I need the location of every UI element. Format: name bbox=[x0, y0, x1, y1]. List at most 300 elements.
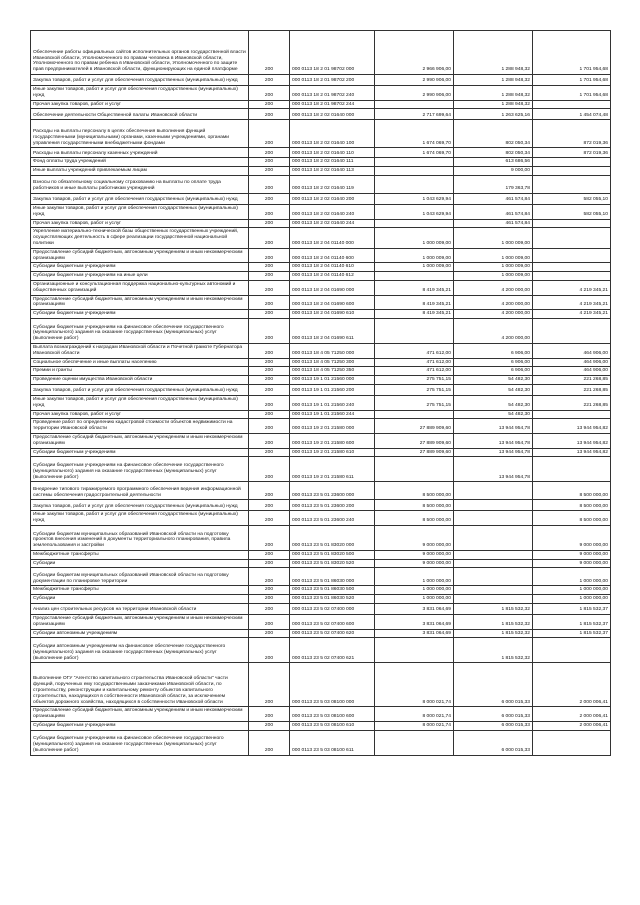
row-executed-amount: 4 200 000,00 bbox=[454, 280, 533, 295]
row-executed-amount: 613 686,56 bbox=[454, 158, 533, 167]
row-name: Иные закупки товаров, работ и услуг для обеспечения государственных (муниципальных) нужд bbox=[31, 204, 249, 219]
row-unexecuted-amount: 8 500 000,00 bbox=[533, 511, 611, 526]
row-name: Обеспечение деятельности Общественной палаты Ивановской области bbox=[31, 109, 249, 120]
row-kbk-code: 000 0113 23 5 01 86030 000 bbox=[290, 568, 375, 586]
table-row bbox=[31, 204, 611, 219]
row-approved-amount bbox=[375, 219, 454, 228]
row-kbk-code: 000 0113 18 2 02 01640 119 bbox=[290, 175, 375, 193]
row-unexecuted-amount: 1 815 532,37 bbox=[533, 604, 611, 615]
row-name: Закупка товаров, работ и услуг для обеспечения государственных (муниципальных) нужд bbox=[31, 384, 249, 395]
row-executed-amount: 54 482,30 bbox=[454, 384, 533, 395]
row-executed-amount: 54 482,30 bbox=[454, 410, 533, 419]
row-approved-amount bbox=[375, 638, 454, 663]
row-kbk-code: 000 0113 18 4 05 71250 350 bbox=[290, 367, 375, 376]
row-kbk-code: 000 0113 23 5 02 07400 600 bbox=[290, 615, 375, 630]
row-approved-amount: 1 000 009,00 bbox=[375, 228, 454, 248]
row-name: Субсидии бюджетным учреждениям на финансовое обеспечение государственного (муниципального) задания на оказание государственных (муниципальных) услуг (выполнение работ) bbox=[31, 318, 249, 343]
row-name: Межбюджетные трансферты bbox=[31, 586, 249, 595]
row-approved-amount: 27 889 909,60 bbox=[375, 419, 454, 434]
table-row bbox=[31, 263, 611, 272]
row-code: 200 bbox=[249, 722, 290, 731]
row-executed-amount: 13 944 954,78 bbox=[454, 419, 533, 434]
row-code: 200 bbox=[249, 263, 290, 272]
row-unexecuted-amount: 582 055,10 bbox=[533, 204, 611, 219]
row-code: 200 bbox=[249, 707, 290, 722]
row-kbk-code: 000 0113 23 5 03 08100 000 bbox=[290, 663, 375, 707]
row-executed-amount: 6 906,00 bbox=[454, 367, 533, 376]
row-executed-amount: 6 000 015,33 bbox=[454, 707, 533, 722]
row-approved-amount: 9 000 000,00 bbox=[375, 559, 454, 568]
row-name: Организационные и консультационная поддержка национально-культурных автономий и общественных организаций bbox=[31, 280, 249, 295]
row-kbk-code: 000 0113 18 2 04 01690 611 bbox=[290, 318, 375, 343]
row-executed-amount bbox=[454, 550, 533, 559]
row-kbk-code: 000 0113 23 5 02 07400 621 bbox=[290, 638, 375, 663]
budget-rows bbox=[31, 31, 611, 756]
row-kbk-code: 000 0113 23 5 02 07400 000 bbox=[290, 604, 375, 615]
row-code: 200 bbox=[249, 433, 290, 448]
row-code: 200 bbox=[249, 559, 290, 568]
row-name: Проведение оценки имущества Ивановской области bbox=[31, 376, 249, 385]
row-executed-amount: 6 000 015,33 bbox=[454, 663, 533, 707]
row-kbk-code: 000 0113 19 2 01 21580 600 bbox=[290, 433, 375, 448]
row-name: Субсидии автономным учреждениям на финансовое обеспечение государственного (муниципального) задания на оказание государственных (муниципальных) услуг (выполнение работ) bbox=[31, 638, 249, 663]
row-unexecuted-amount: 4 219 345,21 bbox=[533, 310, 611, 319]
row-code: 200 bbox=[249, 248, 290, 263]
row-unexecuted-amount: 9 000 000,00 bbox=[533, 559, 611, 568]
table-row bbox=[31, 511, 611, 526]
row-unexecuted-amount: 1 454 074,48 bbox=[533, 109, 611, 120]
row-approved-amount: 1 000 000,00 bbox=[375, 586, 454, 595]
row-name: Расходы на выплаты персоналу в целях обеспечения выполнения функций государственными (муниципальными) органами, казенными учреждениями, органами управления государственными внебюджетными фондами bbox=[31, 120, 249, 148]
row-code: 200 bbox=[249, 193, 290, 204]
row-name: Закупка товаров, работ и услуг для обеспечения государственных (муниципальных) нужд bbox=[31, 500, 249, 511]
row-unexecuted-amount: 1 000 000,00 bbox=[533, 568, 611, 586]
row-kbk-code: 000 0113 18 2 02 01640 200 bbox=[290, 193, 375, 204]
row-approved-amount: 1 000 000,00 bbox=[375, 595, 454, 604]
table-row bbox=[31, 663, 611, 707]
row-unexecuted-amount: 4 219 345,21 bbox=[533, 295, 611, 310]
row-executed-amount: 1 815 532,32 bbox=[454, 615, 533, 630]
table-row bbox=[31, 707, 611, 722]
row-kbk-code: 000 0113 18 2 02 01640 244 bbox=[290, 219, 375, 228]
row-executed-amount: 6 000 015,33 bbox=[454, 730, 533, 755]
row-name: Предоставление субсидий бюджетным, автономным учреждениям и иным некоммерческим организациям bbox=[31, 615, 249, 630]
budget-report-sheet bbox=[30, 30, 610, 756]
row-unexecuted-amount: 9 000 000,00 bbox=[533, 525, 611, 550]
row-name: Иные закупки товаров, работ и услуг для обеспечения государственных (муниципальных) нужд bbox=[31, 511, 249, 526]
row-executed-amount: 1 000 009,00 bbox=[454, 228, 533, 248]
row-approved-amount: 471 612,00 bbox=[375, 367, 454, 376]
row-unexecuted-amount: 1 701 954,68 bbox=[533, 31, 611, 75]
row-kbk-code: 000 0113 19 2 01 21580 610 bbox=[290, 448, 375, 457]
row-executed-amount: 1 815 532,32 bbox=[454, 629, 533, 638]
row-code: 200 bbox=[249, 75, 290, 86]
row-unexecuted-amount bbox=[533, 100, 611, 109]
row-code: 200 bbox=[249, 525, 290, 550]
row-code: 200 bbox=[249, 638, 290, 663]
table-row bbox=[31, 280, 611, 295]
row-executed-amount bbox=[454, 586, 533, 595]
row-executed-amount: 9 000,00 bbox=[454, 167, 533, 176]
row-unexecuted-amount: 2 000 006,41 bbox=[533, 707, 611, 722]
row-approved-amount: 275 751,15 bbox=[375, 384, 454, 395]
row-approved-amount: 1 674 069,70 bbox=[375, 148, 454, 158]
row-executed-amount bbox=[454, 559, 533, 568]
table-row bbox=[31, 272, 611, 281]
row-approved-amount: 8 000 021,74 bbox=[375, 663, 454, 707]
row-name: Субсидии автономным учреждениям bbox=[31, 629, 249, 638]
row-executed-amount: 4 200 000,00 bbox=[454, 295, 533, 310]
row-approved-amount: 471 612,00 bbox=[375, 343, 454, 358]
row-unexecuted-amount: 2 000 006,41 bbox=[533, 722, 611, 731]
row-approved-amount: 471 612,00 bbox=[375, 358, 454, 367]
row-approved-amount bbox=[375, 158, 454, 167]
row-approved-amount: 9 000 000,00 bbox=[375, 525, 454, 550]
row-kbk-code: 000 0113 23 5 03 08100 611 bbox=[290, 730, 375, 755]
row-kbk-code: 000 0113 23 5 03 08100 600 bbox=[290, 707, 375, 722]
row-kbk-code: 000 0113 19 1 01 21560 244 bbox=[290, 410, 375, 419]
row-executed-amount: 4 200 000,00 bbox=[454, 318, 533, 343]
table-row bbox=[31, 722, 611, 731]
row-executed-amount: 1 288 948,32 bbox=[454, 100, 533, 109]
row-code: 200 bbox=[249, 148, 290, 158]
row-executed-amount: 1 288 948,32 bbox=[454, 86, 533, 101]
row-approved-amount bbox=[375, 318, 454, 343]
row-name: Взносы по обязательному социальному страхованию на выплаты по оплате труда работников и иные выплаты работникам учреждений bbox=[31, 175, 249, 193]
table-row bbox=[31, 109, 611, 120]
table-row bbox=[31, 550, 611, 559]
table-row bbox=[31, 158, 611, 167]
row-executed-amount: 54 482,30 bbox=[454, 395, 533, 410]
row-name: Иные выплаты учреждений привлекаемым лицам bbox=[31, 167, 249, 176]
row-executed-amount: 461 574,84 bbox=[454, 193, 533, 204]
row-unexecuted-amount bbox=[533, 228, 611, 248]
row-kbk-code: 000 0113 19 1 01 21560 200 bbox=[290, 384, 375, 395]
row-approved-amount: 275 751,15 bbox=[375, 376, 454, 385]
row-approved-amount: 3 831 064,69 bbox=[375, 615, 454, 630]
row-unexecuted-amount: 221 268,85 bbox=[533, 384, 611, 395]
table-row bbox=[31, 586, 611, 595]
row-code: 200 bbox=[249, 410, 290, 419]
row-approved-amount: 8 000 021,74 bbox=[375, 707, 454, 722]
row-executed-amount bbox=[454, 595, 533, 604]
table-row bbox=[31, 384, 611, 395]
row-kbk-code: 000 0113 18 2 02 01640 240 bbox=[290, 204, 375, 219]
row-code: 200 bbox=[249, 511, 290, 526]
row-code: 200 bbox=[249, 167, 290, 176]
row-unexecuted-amount bbox=[533, 318, 611, 343]
table-row bbox=[31, 604, 611, 615]
table-row bbox=[31, 595, 611, 604]
table-row bbox=[31, 248, 611, 263]
row-kbk-code: 000 0113 23 5 01 83020 000 bbox=[290, 525, 375, 550]
row-code: 200 bbox=[249, 586, 290, 595]
row-executed-amount: 1 000 009,00 bbox=[454, 272, 533, 281]
row-code: 200 bbox=[249, 310, 290, 319]
row-unexecuted-amount: 13 944 954,82 bbox=[533, 419, 611, 434]
table-row bbox=[31, 615, 611, 630]
row-unexecuted-amount bbox=[533, 158, 611, 167]
row-kbk-code: 000 0113 19 2 01 21580 000 bbox=[290, 419, 375, 434]
row-name: Выполнение ОГУ "Агентство капитального строительства Ивановской области" части функций, порученных ему государственными заказчиками Ивановской области, по строительству, реконструкции и капитальному ремонту объектов капитального строительства, находящихся в собственности Ивановской области, за исключением объектов дорожного хозяйства, находящихся в собственности Ивановской области bbox=[31, 663, 249, 707]
table-row bbox=[31, 193, 611, 204]
row-unexecuted-amount bbox=[533, 219, 611, 228]
row-code: 200 bbox=[249, 457, 290, 482]
row-kbk-code: 000 0113 18 2 04 01140 612 bbox=[290, 272, 375, 281]
row-name: Субсидии бюджетным учреждениям на иные цели bbox=[31, 272, 249, 281]
row-code: 200 bbox=[249, 86, 290, 101]
row-code: 200 bbox=[249, 384, 290, 395]
row-executed-amount: 1 815 532,32 bbox=[454, 638, 533, 663]
row-unexecuted-amount: 464 906,00 bbox=[533, 343, 611, 358]
table-row bbox=[31, 457, 611, 482]
row-name: Субсидии бюджетным учреждениям bbox=[31, 263, 249, 272]
row-approved-amount: 1 043 629,94 bbox=[375, 193, 454, 204]
row-code: 200 bbox=[249, 367, 290, 376]
row-executed-amount: 6 906,00 bbox=[454, 343, 533, 358]
row-executed-amount: 1 288 948,32 bbox=[454, 31, 533, 75]
row-code: 200 bbox=[249, 343, 290, 358]
row-name: Выплата вознаграждений к наградам Ивановской области и Почетной грамоте Губернатора Ивановской области bbox=[31, 343, 249, 358]
row-approved-amount bbox=[375, 272, 454, 281]
row-approved-amount: 2 966 906,00 bbox=[375, 31, 454, 75]
row-executed-amount: 1 815 532,32 bbox=[454, 604, 533, 615]
row-code: 200 bbox=[249, 228, 290, 248]
row-kbk-code: 000 0113 23 5 03 08100 610 bbox=[290, 722, 375, 731]
row-kbk-code: 000 0113 18 2 04 01140 000 bbox=[290, 228, 375, 248]
row-approved-amount: 8 500 000,00 bbox=[375, 482, 454, 500]
row-code: 200 bbox=[249, 448, 290, 457]
row-approved-amount: 8 000 021,74 bbox=[375, 722, 454, 731]
row-name: Иные закупки товаров, работ и услуг для обеспечения государственных (муниципальных) нужд bbox=[31, 395, 249, 410]
row-approved-amount: 8 500 000,00 bbox=[375, 500, 454, 511]
row-name: Межбюджетные трансферты bbox=[31, 550, 249, 559]
row-kbk-code: 000 0113 23 5 01 23600 240 bbox=[290, 511, 375, 526]
row-unexecuted-amount bbox=[533, 457, 611, 482]
row-name: Расходы на выплаты персоналу казенных учреждений bbox=[31, 148, 249, 158]
row-approved-amount: 8 419 345,21 bbox=[375, 280, 454, 295]
row-unexecuted-amount bbox=[533, 167, 611, 176]
row-code: 200 bbox=[249, 595, 290, 604]
table-row bbox=[31, 148, 611, 158]
row-executed-amount: 4 200 000,00 bbox=[454, 310, 533, 319]
row-name: Иные закупки товаров, работ и услуг для обеспечения государственных (муниципальных) нужд bbox=[31, 86, 249, 101]
row-name: Закупка товаров, работ и услуг для обеспечения государственных (муниципальных) нужд bbox=[31, 75, 249, 86]
row-unexecuted-amount: 1 000 000,00 bbox=[533, 595, 611, 604]
row-kbk-code: 000 0113 18 2 02 01640 000 bbox=[290, 109, 375, 120]
table-row bbox=[31, 525, 611, 550]
row-unexecuted-amount: 13 944 954,82 bbox=[533, 433, 611, 448]
row-executed-amount: 179 363,78 bbox=[454, 175, 533, 193]
table-row bbox=[31, 638, 611, 663]
row-code: 200 bbox=[249, 295, 290, 310]
row-name: Субсидии bbox=[31, 559, 249, 568]
row-unexecuted-amount: 1 701 954,68 bbox=[533, 86, 611, 101]
row-code: 200 bbox=[249, 395, 290, 410]
row-code: 200 bbox=[249, 175, 290, 193]
row-executed-amount: 461 574,84 bbox=[454, 219, 533, 228]
row-name: Субсидии бюджетам муниципальных образований Ивановской области на подготовку проектов внесения изменений в документы территориального планирования, правила землепользования и застройки bbox=[31, 525, 249, 550]
row-kbk-code: 000 0113 19 2 01 21580 611 bbox=[290, 457, 375, 482]
row-approved-amount: 9 000 000,00 bbox=[375, 550, 454, 559]
row-unexecuted-amount: 2 000 006,41 bbox=[533, 663, 611, 707]
row-name: Субсидии бюджетам муниципальных образований Ивановской области на подготовку документации по планировке территории bbox=[31, 568, 249, 586]
table-row bbox=[31, 568, 611, 586]
row-approved-amount: 8 419 345,21 bbox=[375, 295, 454, 310]
row-approved-amount bbox=[375, 175, 454, 193]
table-row bbox=[31, 500, 611, 511]
row-executed-amount: 1 000 009,00 bbox=[454, 263, 533, 272]
row-approved-amount: 8 500 000,00 bbox=[375, 511, 454, 526]
row-approved-amount bbox=[375, 167, 454, 176]
row-unexecuted-amount: 221 268,85 bbox=[533, 376, 611, 385]
row-code: 200 bbox=[249, 358, 290, 367]
row-code: 200 bbox=[249, 550, 290, 559]
row-executed-amount: 1 288 948,32 bbox=[454, 75, 533, 86]
row-kbk-code: 000 0113 23 5 02 07400 620 bbox=[290, 629, 375, 638]
row-unexecuted-amount bbox=[533, 248, 611, 263]
row-unexecuted-amount bbox=[533, 730, 611, 755]
row-code: 200 bbox=[249, 318, 290, 343]
row-name: Предоставление субсидий бюджетным, автономным учреждениям и иным некоммерческим организациям bbox=[31, 707, 249, 722]
row-unexecuted-amount bbox=[533, 175, 611, 193]
row-approved-amount: 27 889 909,60 bbox=[375, 433, 454, 448]
row-unexecuted-amount: 582 055,10 bbox=[533, 193, 611, 204]
row-name: Прочая закупка товаров, работ и услуг bbox=[31, 100, 249, 109]
table-row bbox=[31, 730, 611, 755]
row-name: Субсидии бюджетным учреждениям на финансовое обеспечение государственного (муниципального) задания на оказание государственных (муниципальных) услуг (выполнение работ) bbox=[31, 730, 249, 755]
row-kbk-code: 000 0113 18 2 01 98702 200 bbox=[290, 75, 375, 86]
budget-table bbox=[30, 30, 611, 756]
table-row bbox=[31, 482, 611, 500]
row-unexecuted-amount bbox=[533, 263, 611, 272]
row-kbk-code: 000 0113 18 4 05 71250 000 bbox=[290, 343, 375, 358]
row-unexecuted-amount: 464 906,00 bbox=[533, 358, 611, 367]
row-unexecuted-amount: 464 906,00 bbox=[533, 367, 611, 376]
row-executed-amount: 802 050,34 bbox=[454, 120, 533, 148]
row-kbk-code: 000 0113 18 2 02 01640 100 bbox=[290, 120, 375, 148]
row-kbk-code: 000 0113 23 5 01 23600 200 bbox=[290, 500, 375, 511]
row-kbk-code: 000 0113 23 5 01 86030 520 bbox=[290, 595, 375, 604]
row-approved-amount: 27 889 909,60 bbox=[375, 448, 454, 457]
row-code: 200 bbox=[249, 376, 290, 385]
table-row bbox=[31, 629, 611, 638]
row-name: Обеспечение работы официальных сайтов исполнительных органов государственной власти Ивановской области, Уполномоченного по правам человека в Ивановской области, Уполномоченного по правам ребенка в Ивановской области, Уполномоченного по защите прав предпринимателей в Ивановской области, функционирующих на единой платформе bbox=[31, 31, 249, 75]
row-executed-amount: 54 482,30 bbox=[454, 376, 533, 385]
row-approved-amount: 3 831 064,69 bbox=[375, 604, 454, 615]
row-approved-amount: 2 990 906,00 bbox=[375, 86, 454, 101]
row-approved-amount bbox=[375, 410, 454, 419]
row-approved-amount: 3 831 064,69 bbox=[375, 629, 454, 638]
row-code: 200 bbox=[249, 100, 290, 109]
row-name: Предоставление субсидий бюджетным, автономным учреждениям и иным некоммерческим организациям bbox=[31, 248, 249, 263]
row-name: Анализ цен строительных ресурсов на территории Ивановской области bbox=[31, 604, 249, 615]
row-approved-amount: 2 990 906,00 bbox=[375, 75, 454, 86]
row-unexecuted-amount: 1 815 532,37 bbox=[533, 615, 611, 630]
row-executed-amount: 13 944 954,78 bbox=[454, 457, 533, 482]
row-code: 200 bbox=[249, 615, 290, 630]
row-code: 200 bbox=[249, 272, 290, 281]
row-code: 200 bbox=[249, 500, 290, 511]
row-unexecuted-amount: 1 000 000,00 bbox=[533, 586, 611, 595]
row-approved-amount bbox=[375, 457, 454, 482]
row-unexecuted-amount: 1 701 954,68 bbox=[533, 75, 611, 86]
row-executed-amount: 13 944 954,78 bbox=[454, 433, 533, 448]
row-executed-amount bbox=[454, 482, 533, 500]
row-kbk-code: 000 0113 18 2 04 01690 000 bbox=[290, 280, 375, 295]
row-name: Субсидии бюджетным учреждениям bbox=[31, 722, 249, 731]
table-row bbox=[31, 358, 611, 367]
table-row bbox=[31, 75, 611, 86]
row-code: 200 bbox=[249, 730, 290, 755]
row-executed-amount bbox=[454, 500, 533, 511]
table-row bbox=[31, 295, 611, 310]
row-code: 200 bbox=[249, 280, 290, 295]
table-row bbox=[31, 559, 611, 568]
row-name: Премии и гранты bbox=[31, 367, 249, 376]
row-unexecuted-amount: 221 268,85 bbox=[533, 395, 611, 410]
row-code: 200 bbox=[249, 204, 290, 219]
row-kbk-code: 000 0113 23 5 01 83020 520 bbox=[290, 559, 375, 568]
row-kbk-code: 000 0113 23 5 01 83020 500 bbox=[290, 550, 375, 559]
row-name: Фонд оплаты труда учреждений bbox=[31, 158, 249, 167]
row-kbk-code: 000 0113 18 2 01 98702 000 bbox=[290, 31, 375, 75]
row-approved-amount: 8 419 345,21 bbox=[375, 310, 454, 319]
row-unexecuted-amount: 8 500 000,00 bbox=[533, 482, 611, 500]
row-executed-amount: 6 906,00 bbox=[454, 358, 533, 367]
row-code: 200 bbox=[249, 419, 290, 434]
row-executed-amount bbox=[454, 525, 533, 550]
row-approved-amount: 1 000 009,00 bbox=[375, 263, 454, 272]
row-code: 200 bbox=[249, 568, 290, 586]
row-executed-amount bbox=[454, 568, 533, 586]
row-name: Закупка товаров, работ и услуг для обеспечения государственных (муниципальных) нужд bbox=[31, 193, 249, 204]
row-unexecuted-amount bbox=[533, 410, 611, 419]
table-row bbox=[31, 219, 611, 228]
row-kbk-code: 000 0113 19 1 01 21560 000 bbox=[290, 376, 375, 385]
table-row bbox=[31, 433, 611, 448]
row-unexecuted-amount bbox=[533, 638, 611, 663]
row-name: Субсидии бюджетным учреждениям на финансовое обеспечение государственного (муниципального) задания на оказание государственных (муниципальных) услуг (выполнение работ) bbox=[31, 457, 249, 482]
row-kbk-code: 000 0113 18 4 05 71250 300 bbox=[290, 358, 375, 367]
table-row bbox=[31, 343, 611, 358]
row-kbk-code: 000 0113 18 2 01 98702 240 bbox=[290, 86, 375, 101]
row-approved-amount: 2 717 699,64 bbox=[375, 109, 454, 120]
row-kbk-code: 000 0113 18 2 02 01640 110 bbox=[290, 148, 375, 158]
table-row bbox=[31, 419, 611, 434]
row-name: Предоставление субсидий бюджетным, автономным учреждениям и иным некоммерческим организациям bbox=[31, 295, 249, 310]
row-code: 200 bbox=[249, 109, 290, 120]
row-name: Прочая закупка товаров, работ и услуг bbox=[31, 219, 249, 228]
table-row bbox=[31, 100, 611, 109]
table-row bbox=[31, 448, 611, 457]
row-kbk-code: 000 0113 19 1 01 21560 240 bbox=[290, 395, 375, 410]
row-executed-amount: 1 263 625,16 bbox=[454, 109, 533, 120]
row-unexecuted-amount: 8 500 000,00 bbox=[533, 500, 611, 511]
row-approved-amount: 1 000 009,00 bbox=[375, 248, 454, 263]
table-row bbox=[31, 167, 611, 176]
row-kbk-code: 000 0113 18 2 02 01640 111 bbox=[290, 158, 375, 167]
row-unexecuted-amount bbox=[533, 272, 611, 281]
row-executed-amount: 461 574,84 bbox=[454, 204, 533, 219]
row-unexecuted-amount: 4 219 345,21 bbox=[533, 280, 611, 295]
table-row bbox=[31, 120, 611, 148]
row-name: Субсидии бюджетным учреждениям bbox=[31, 310, 249, 319]
row-kbk-code: 000 0113 18 2 04 01140 610 bbox=[290, 263, 375, 272]
row-code: 200 bbox=[249, 158, 290, 167]
table-row bbox=[31, 376, 611, 385]
row-name: Субсидии бюджетным учреждениям bbox=[31, 448, 249, 457]
